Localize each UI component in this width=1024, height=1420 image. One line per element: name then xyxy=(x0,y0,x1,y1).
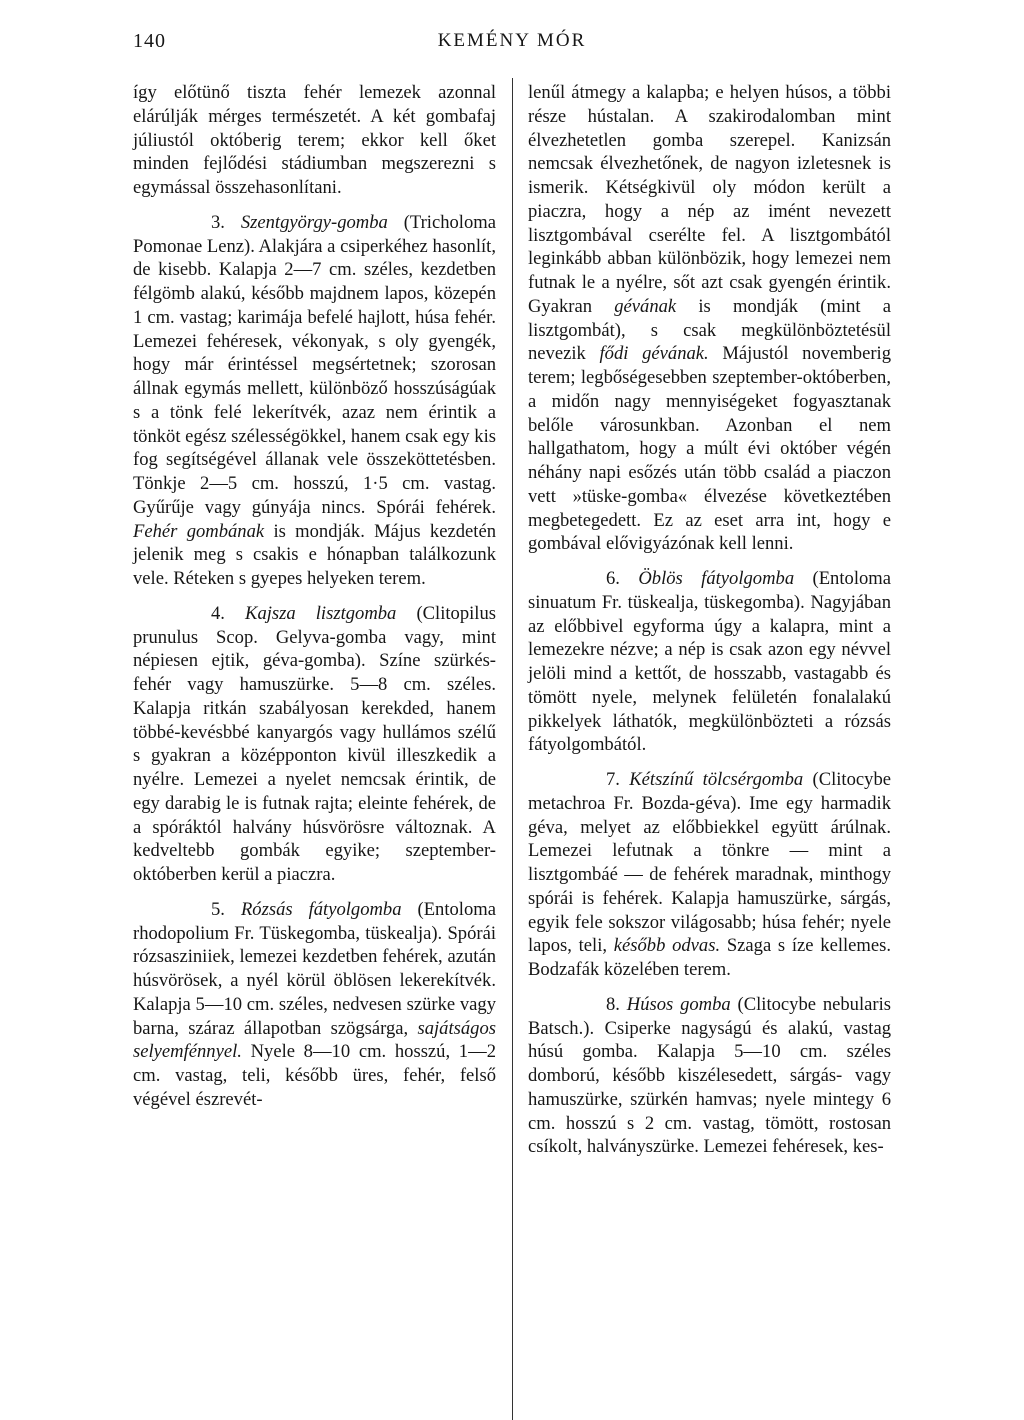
paragraph-item-4: 4. Kajsza lisztgomba (Clitopilus prunulus Scop. Gelyva-gomba vagy, mint népiesen ejtik, géva-gomba). Színe szürkés-fehér vagy hamuszürke. 5—8 cm. széles. Kalapja ritkán szabályosan kerekded, hanem többé-kevésbbé kanyargós vagy hullámos szélű s gyakran a középponton kivül illeszkedik a nyélre. Lemezei a nyelet nemcsak érintik, de egy darabig le is futnak rajta; eleinte fehérek, de a spóráktól halvány húsvörösre változnak. A kedveltebb gombák egyike; szeptember-októberben kerül a piaczra. xyxy=(133,602,496,885)
paragraph-item-5: 5. Rózsás fátyolgomba (Entoloma rhodopolium Fr. Tüskegomba, tüskealja). Spórái rózsasziniiek, lemezei kezdetben fehérek, azután húsvörösek, a nyél körül öblösen lekerekítvék. Kalapja 5—10 cm. széles, nedvesen szürke vagy barna, száraz állapotban szögsárga, sajátságos selyemfénnyel. Nyele 8—10 cm. hosszú, 1—2 cm. vastag, teli, később üres, fehér, felső végével észrevét- xyxy=(133,898,496,1110)
species-name: Húsos gomba xyxy=(626,993,731,1015)
species-name: Kajsza lisztgomba xyxy=(245,602,397,624)
page-header xyxy=(0,0,1024,70)
item-number: 8. xyxy=(606,993,620,1015)
page-number: 140 xyxy=(133,30,166,52)
item-number: 7. xyxy=(606,769,620,790)
emphasis: sajátságos selyemfénnyel. xyxy=(133,1017,496,1063)
paragraph: lenűl átmegy a kalapba; e helyen húsos, a többi része hústalan. A szakirodalomban mint élvezhetetlen gomba szerepel. Kanizsán nemcsak élvezhetőnek, de nagyon izletesnek is ismerik. Kétségkivül oly módon került a piaczra, hogy a nép az imént nevezett lisztgombával cserélte fel. A lisztgombától leginkább abban különbözik, hogy lemezei nem futnak le a nyélre, sőt azt csak gyengén érintik. Gyakran gévának is mondják (mint a lisztgombát), s csak megkülönböztetésül nevezik fődi gévának. Májustól novemberig terem; legbőségesebben szeptember-októberben, a midőn nagy mennyiségeket fogyasztanak belőle városunkban. Azonban el nem hallgathatom, hogy a múlt évi október végén néhány napi esőzés után több család a piaczon vett »tüske-gomba« élvezése következtében megbetegedett. Ez az eset arra int, hogy e gombával elővigyázónak kell lenni. xyxy=(528,82,891,555)
column-divider xyxy=(512,78,513,1420)
species-name: Kétszínű tölcsérgomba xyxy=(629,769,804,790)
species-name: Szentgyörgy-gomba xyxy=(240,211,388,233)
paragraph-item-8: 8. Húsos gomba (Clitocybe nebularis Batsch.). Csiperke nagyságú és alakú, vastag húsú gomba. Kalapja 5—10 cm. széles domború, később kiszélesedett, sárgás- vagy hamuszürke, szürkén hamvas; nyele mintegy 6 cm. hosszú s 2 cm. vastag, tömött, rostosan csíkolt, halványszürke. Lemezei fehéresek, kes- xyxy=(528,993,891,1158)
item-number: 3. xyxy=(211,211,225,233)
item-number: 5. xyxy=(211,898,225,920)
item-number: 6. xyxy=(606,568,620,589)
species-name: Rózsás fátyolgomba xyxy=(240,898,402,920)
folk-name: gévának xyxy=(614,295,677,317)
emphasis: később odvas. xyxy=(613,935,721,957)
item-number: 4. xyxy=(211,602,225,624)
left-column xyxy=(133,81,496,1112)
folk-name: Fehér gombának xyxy=(133,520,265,542)
paragraph: így előtünő tiszta fehér lemezek azonnal elárúlják mérges természetét. A két gombafaj júliustól októberig terem; ekkor kell őket minden fejlődési stádiumban megszerezni s egymással összehasonlítani. xyxy=(133,82,496,198)
paragraph-item-3: 3. Szentgyörgy-gomba (Tricholoma Pomonae Lenz). Alakjára a csiperkéhez hasonlít, de kisebb. Kalapja 2—7 cm. széles, kezdetben félgömb alakú, később majdnem lapos, közepén 1 cm. vastag; karimája befelé hajlott, húsa fehér. Lemezei fehéresek, vékonyak, s oly gyengék, hogy már érintéssel megsértetnek; szorosan állnak egymás mellett, különböző hosszúságúak s a tönk felé lekerítvék, azaz nem érintik a tönköt egész szélességökkel, hanem csak egy kis fog segítségével állanak vele összeköttetésben. Tönkje 2—5 cm. hosszú, 1·5 cm. vastag. Gyűrűje vagy gúnyája nincs. Spórái fehérek. Fehér gombának is mondják. Május kezdetén jelenik meg s csakis e hónapban találkozunk vele. Réteken s gyepes helyeken terem. xyxy=(133,211,496,589)
running-head: KEMÉNY MÓR xyxy=(437,30,587,51)
folk-name: fődi gévának. xyxy=(599,343,709,365)
right-column xyxy=(528,81,891,1159)
paragraph-item-7: 7. Kétszínű tölcsérgomba (Clitocybe metachroa Fr. Bozda-géva). Ime egy harmadik géva, melyet az előbbiekkel együtt árúlnak. Lemezei lefutnak a tönkre — mint a lisztgombáé — de fehérek maradnak, minthogy spórái is fehérek. Kalapja hamuszürke, sárgás, egyik fele sokszor világosabb; húsa fehér; nyele lapos, teli, később odvas. Szaga s íze kellemes. Bodzafák közelében terem. xyxy=(528,769,892,980)
paragraph-item-6: 6. Öblös fátyolgomba (Entoloma sinuatum Fr. tüskealja, tüskegomba). Nagyjában az előbbivel egyforma úgy a kalapra, mint a lemezekre nézve; a nép is csak azon egy névvel jelöli mind a kettőt, de hosszabb, vastagabb és tömött nyele, melynek felületén fonalalakú pikkelyek láthatók, megkülönbözteti a rózsás fátyolgombától. xyxy=(528,568,891,756)
species-name: Öblös fátyolgomba xyxy=(638,568,795,589)
